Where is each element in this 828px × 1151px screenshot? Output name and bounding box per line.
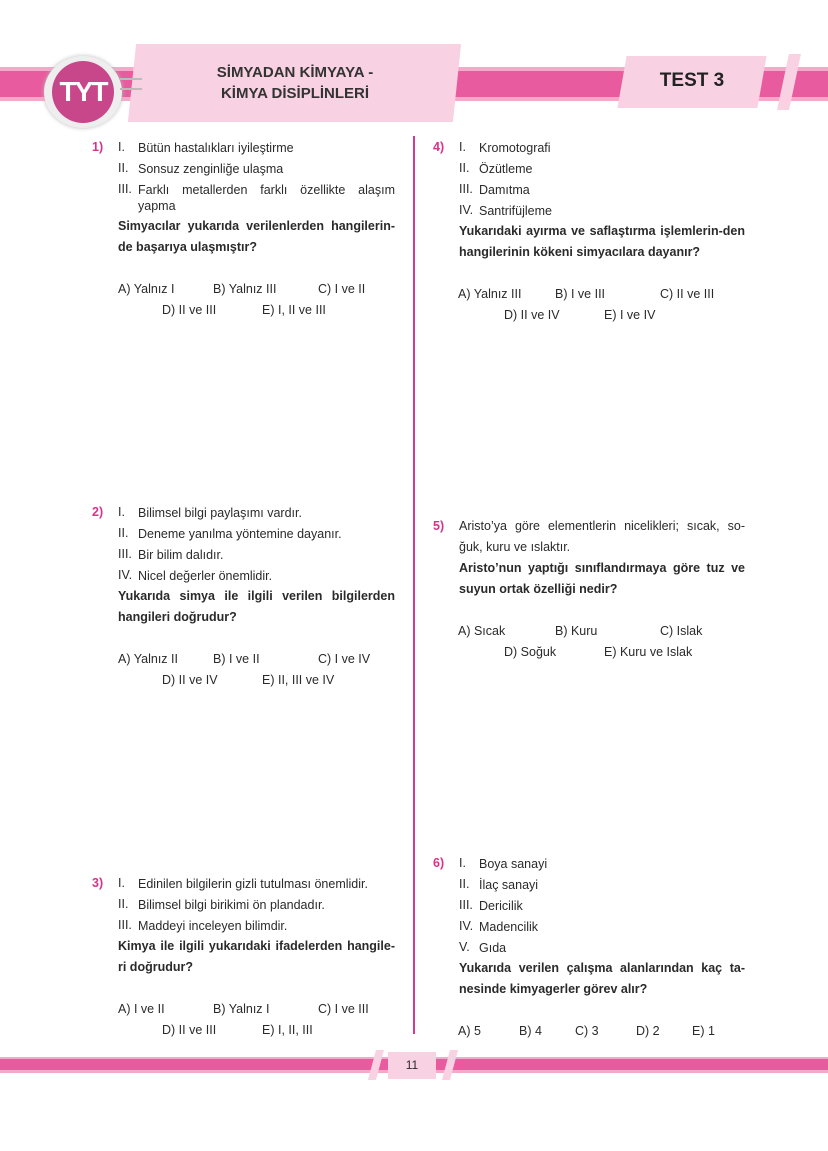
answer-option[interactable]: A) Yalnız III — [458, 287, 522, 301]
answer-option[interactable]: B) Yalnız III — [213, 282, 277, 296]
answer-option[interactable]: E) Kuru ve Islak — [604, 645, 693, 659]
statement-text: Dericilik — [479, 898, 523, 913]
statement-item — [459, 158, 745, 179]
roman-numeral: III. — [459, 898, 473, 912]
roman-numeral: I. — [459, 856, 466, 870]
answer-option[interactable]: D) II ve IV — [504, 308, 560, 322]
roman-numeral: I. — [459, 140, 466, 154]
statement-item — [118, 894, 395, 915]
answer-option[interactable]: A) Yalnız II — [118, 652, 178, 666]
statement-text: Bilimsel bilgi birikimi ön plandadır. — [138, 897, 325, 912]
statement-text: Santrifüjleme — [479, 203, 552, 218]
statement-text: Deneme yanılma yöntemine dayanır. — [138, 526, 342, 541]
statement-text: Kromotografi — [479, 140, 551, 155]
statement-item — [118, 565, 395, 586]
answer-options — [92, 279, 395, 321]
question-body — [459, 853, 745, 1042]
answer-option[interactable]: C) Islak — [660, 624, 703, 638]
answer-options — [433, 284, 745, 326]
statement-text: Maddeyi inceleyen bilimdir. — [138, 918, 288, 933]
statement-item — [118, 179, 395, 216]
clip-icon — [120, 78, 142, 90]
statement-text: Madencilik — [479, 919, 539, 934]
answer-option[interactable]: E) I, II ve III — [262, 303, 326, 317]
answer-options — [433, 621, 745, 663]
question-number: 3) — [92, 876, 104, 890]
statement-item — [118, 137, 395, 158]
question-1 — [92, 137, 395, 321]
page-number: 11 — [388, 1052, 436, 1079]
answer-option[interactable]: A) Sıcak — [458, 624, 506, 638]
statement-text: Boya sanayi — [479, 856, 548, 871]
answer-option[interactable]: C) 3 — [575, 1024, 599, 1038]
answer-option[interactable]: A) 5 — [458, 1024, 481, 1038]
roman-numeral: II. — [118, 161, 129, 175]
answer-option[interactable]: D) II ve III — [162, 303, 217, 317]
roman-numeral: IV. — [459, 919, 474, 933]
roman-numeral: I. — [118, 140, 125, 154]
question-stem: Simyacılar yukarıda verilenlerden hangilerin-de başarıya ulaşmıştır? — [118, 219, 395, 254]
answer-option[interactable]: C) I ve II — [318, 282, 366, 296]
answer-options — [92, 999, 395, 1041]
test-label: TEST 3 — [659, 70, 725, 91]
answer-option[interactable]: D) 2 — [636, 1024, 660, 1038]
statement-item — [118, 873, 395, 894]
answer-option[interactable]: E) I, II, III — [262, 1023, 313, 1037]
statement-text: Damıtma — [479, 182, 530, 197]
statement-item — [118, 158, 395, 179]
question-2 — [92, 502, 395, 691]
roman-numeral: II. — [118, 526, 129, 540]
roman-numeral: I. — [118, 876, 125, 890]
question-body — [459, 516, 745, 663]
question-stem: Yukarıda verilen çalışma alanlarından kaç ta-nesinde kimyagerler görev alır? — [459, 961, 745, 996]
tyt-badge: TYT — [52, 61, 114, 123]
question-stem: Aristo’nun yaptığı sınıflandırmaya göre tuz ve suyun ortak özelliği nedir? — [459, 561, 745, 596]
answer-option[interactable]: B) Kuru — [555, 624, 598, 638]
answer-option[interactable]: C) II ve III — [660, 287, 715, 301]
statement-item — [118, 544, 395, 565]
statement-item — [459, 200, 745, 221]
answer-option[interactable]: B) I ve II — [213, 652, 260, 666]
roman-numeral: II. — [459, 161, 470, 175]
roman-numeral: IV. — [118, 568, 133, 582]
answer-option[interactable]: B) Yalnız I — [213, 1002, 270, 1016]
answer-option[interactable]: D) II ve III — [162, 1023, 217, 1037]
statement-item — [118, 915, 395, 936]
question-number: 4) — [433, 140, 445, 154]
statement-text: Özütleme — [479, 161, 533, 176]
answer-option[interactable]: E) I ve IV — [604, 308, 656, 322]
statement-text: Bütün hastalıkları iyileştirme — [138, 140, 294, 155]
statement-item — [118, 523, 395, 544]
answer-option[interactable]: D) II ve IV — [162, 673, 218, 687]
statement-item — [459, 853, 745, 874]
question-4 — [433, 137, 745, 326]
question-intro: Aristo’ya göre elementlerin nicelikleri; sıcak, so-ğuk, kuru ve ıslaktır. — [459, 519, 745, 554]
question-number: 2) — [92, 505, 104, 519]
answer-options — [433, 1021, 745, 1042]
statement-text: Sonsuz zenginliğe ulaşma — [138, 161, 284, 176]
statement-text: Gıda — [479, 940, 507, 955]
question-6 — [433, 853, 745, 1042]
question-body — [118, 502, 395, 691]
question-stem: Yukarıda simya ile ilgili verilen bilgilerden hangileri doğrudur? — [118, 589, 395, 624]
roman-numeral: III. — [118, 547, 132, 561]
question-body — [118, 873, 395, 1041]
question-number: 6) — [433, 856, 445, 870]
statement-item — [459, 179, 745, 200]
roman-numeral: II. — [118, 897, 129, 911]
statement-text: Bir bilim dalıdır. — [138, 547, 224, 562]
question-number: 5) — [433, 519, 445, 533]
question-stem: Yukarıdaki ayırma ve saflaştırma işlemlerin-den hangilerinin kökeni simyacılara dayanır? — [459, 224, 745, 259]
roman-numeral: V. — [459, 940, 470, 954]
title-line-1: SİMYADAN KİMYAYA - — [216, 64, 374, 81]
statement-text: Nicel değerler önemlidir. — [138, 568, 273, 583]
roman-numeral: III. — [118, 918, 132, 932]
answer-options — [92, 649, 395, 691]
answer-option[interactable]: C) I ve III — [318, 1002, 369, 1016]
statement-text: Bilimsel bilgi paylaşımı vardır. — [138, 505, 302, 520]
statement-item — [459, 916, 745, 937]
statement-text: Farklı metallerden farklı özellikte alaşım yapma — [138, 182, 395, 213]
unit-title — [150, 62, 440, 104]
answer-option[interactable]: A) Yalnız I — [118, 282, 175, 296]
roman-numeral: II. — [459, 877, 470, 891]
answer-option[interactable]: D) Soğuk — [504, 645, 557, 659]
statement-item — [459, 874, 745, 895]
question-number: 1) — [92, 140, 104, 154]
statement-text: Edinilen bilgilerin gizli tutulması önemlidir. — [138, 876, 368, 891]
answer-option[interactable]: B) 4 — [519, 1024, 542, 1038]
title-line-2: KİMYA DİSİPLİNLERİ — [220, 85, 370, 102]
question-5 — [433, 516, 745, 663]
answer-option[interactable]: E) II, III ve IV — [262, 673, 335, 687]
question-3 — [92, 873, 395, 1041]
answer-option[interactable]: E) 1 — [692, 1024, 715, 1038]
answer-option[interactable]: A) I ve II — [118, 1002, 165, 1016]
answer-option[interactable]: B) I ve III — [555, 287, 606, 301]
question-stem: Kimya ile ilgili yukarıdaki ifadelerden hangile-ri doğrudur? — [118, 939, 395, 974]
roman-numeral: III. — [118, 182, 132, 196]
roman-numeral: III. — [459, 182, 473, 196]
statement-item — [459, 895, 745, 916]
question-body — [118, 137, 395, 321]
answer-option[interactable]: C) I ve IV — [318, 652, 371, 666]
question-body — [459, 137, 745, 326]
statement-item — [118, 502, 395, 523]
column-divider — [413, 136, 415, 1034]
statement-item — [459, 937, 745, 958]
statement-item — [459, 137, 745, 158]
roman-numeral: I. — [118, 505, 125, 519]
roman-numeral: IV. — [459, 203, 474, 217]
statement-text: İlaç sanayi — [479, 877, 539, 892]
